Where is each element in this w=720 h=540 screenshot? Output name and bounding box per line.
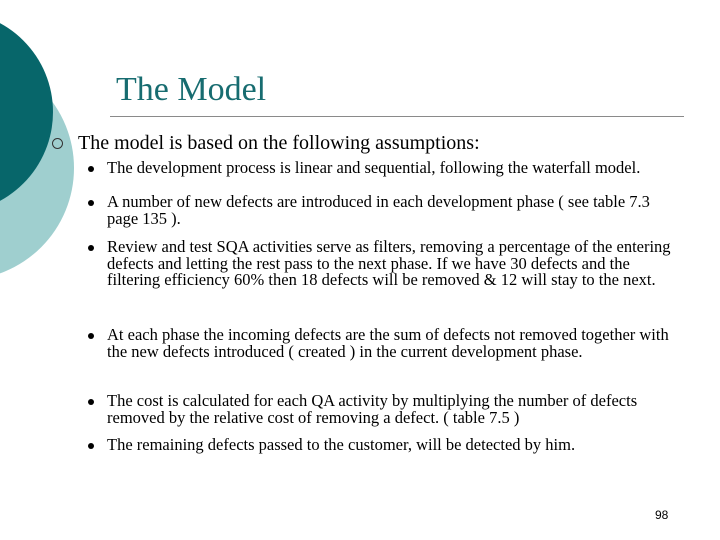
bullet-dot-icon [88,245,94,251]
bullet-dot-icon [88,166,94,172]
list-item-text: Review and test SQA activities serve as filters, removing a percentage of the entering defects and letting the rest pass to the next phase. If we have 30 defects and the filtering efficiency 60% then 18 defects will be removed & 12 will stay to the next. [107,237,671,290]
list-item [88,393,678,437]
list-item-text: The development process is linear and sequential, following the waterfall model. [107,158,641,177]
hollow-circle-bullet-icon [52,138,63,149]
assumption-list [88,160,678,459]
page-number: 98 [655,508,669,522]
bullet-dot-icon [88,200,94,206]
list-item-text: A number of new defects are introduced in each development phase ( see table 7.3 page 135 ). [107,192,650,228]
list-item [88,327,678,393]
list-item-text: The remaining defects passed to the customer, will be detected by him. [107,435,576,454]
list-item [88,437,678,459]
list-item-text: The cost is calculated for each QA activity by multiplying the number of defects removed by the relative cost of removing a defect. ( table 7.5 ) [107,391,638,427]
title-rule [110,116,684,117]
main-point: The model is based on the following assumptions: [78,132,480,154]
bullet-dot-icon [88,443,94,449]
list-item [88,194,678,239]
list-item [88,239,678,327]
list-item-text: At each phase the incoming defects are the sum of defects not removed together with the new defects introduced ( created ) in the current development phase. [107,325,669,361]
list-item [88,160,678,194]
bullet-dot-icon [88,333,94,339]
slide-title: The Model [116,71,267,108]
bullet-dot-icon [88,399,94,405]
